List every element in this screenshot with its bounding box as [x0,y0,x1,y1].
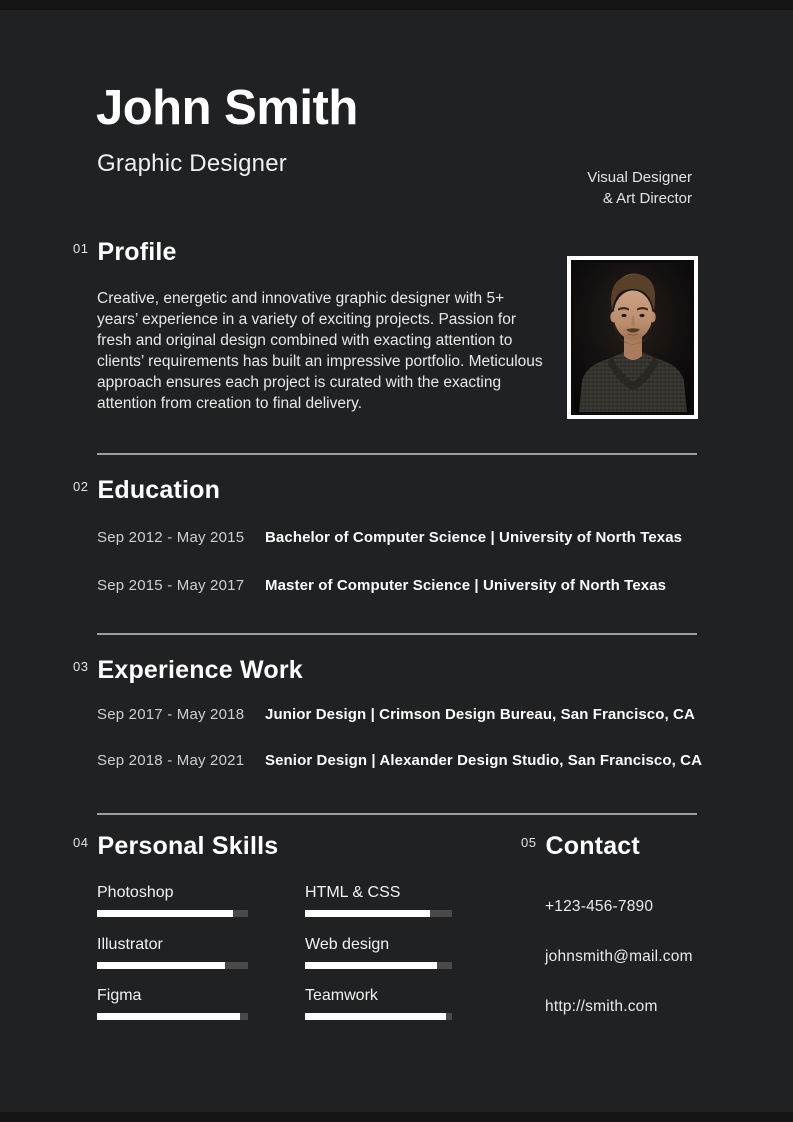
skill-progress-track [97,910,248,917]
skill-progress-fill [305,910,430,917]
skill-item-html-css [305,884,452,936]
experience-row [97,752,737,769]
profile-summary: Creative, energetic and innovative graphic designer with 5+ years’ experience in a variety of exciting projects. Passion for fresh and original design combined with exacting attention to clients’ requirements has built an impressive portfolio. Meticulous approach ensures each project is curated with the exacting attention from creation to final delivery. [97,290,543,412]
tagline-line-2: & Art Director [602,190,692,207]
skill-item-figma [97,987,248,1039]
experience-description: Junior Design | Crimson Design Bureau, San Francisco, CA [265,706,695,723]
bottom-edge-strip [0,1112,793,1122]
contact-list [545,898,693,1048]
section-title-profile: Profile [97,238,177,266]
skill-progress-fill [97,962,225,969]
skill-item-teamwork [305,987,452,1039]
skill-label: HTML & CSS [305,884,401,901]
skill-progress-track [305,962,452,969]
top-edge-strip [0,0,793,10]
profile-photo [574,263,691,412]
experience-description: Senior Design | Alexander Design Studio, San Francisco, CA [265,752,703,769]
skill-progress-track [97,1013,248,1020]
skill-progress-fill [305,1013,446,1020]
contact-phone: +123-456-7890 [545,898,654,915]
experience-row [97,706,737,723]
tagline-line-1: Visual Designer [587,169,692,186]
section-header-skills [73,832,279,860]
skill-label: Teamwork [305,987,378,1004]
section-header-education [73,476,221,504]
skill-item-web-design [305,936,452,988]
person-role: Graphic Designer [97,150,287,177]
experience-dates: Sep 2017 - May 2018 [97,706,245,723]
tagline [587,167,692,209]
skill-item-illustrator [97,936,248,988]
skill-progress-fill [97,1013,240,1020]
skill-item-photoshop [97,884,248,936]
divider-after-experience [97,813,697,815]
contact-website: http://smith.com [545,998,658,1015]
section-header-experience [73,656,303,684]
skill-progress-track [305,1013,452,1020]
section-number-contact: 05 [521,835,537,850]
section-number-skills: 04 [73,835,89,850]
person-name: John Smith [96,81,358,135]
education-row [97,529,737,546]
skill-progress-fill [97,910,233,917]
skill-progress-track [97,962,248,969]
section-number-profile: 01 [73,241,89,256]
section-title-education: Education [97,476,221,504]
section-number-experience: 03 [73,659,89,674]
education-row [97,577,737,594]
skill-label: Illustrator [97,935,163,953]
section-title-skills: Personal Skills [97,832,279,860]
section-header-contact [521,832,640,860]
skill-label: Figma [97,987,142,1004]
section-title-contact: Contact [545,832,640,860]
education-dates: Sep 2015 - May 2017 [97,577,245,594]
divider-after-profile [97,453,697,455]
section-header-profile [73,238,177,266]
skills-grid [97,884,452,1039]
section-number-education: 02 [73,479,89,494]
education-description: Master of Computer Science | University of North Texas [265,577,667,594]
profile-photo-frame [567,256,698,419]
skill-label: Photoshop [97,884,174,901]
skill-label: Web design [305,935,390,953]
education-dates: Sep 2012 - May 2015 [97,529,245,546]
education-description: Bachelor of Computer Science | University of North Texas [265,529,683,546]
skill-progress-fill [305,962,437,969]
contact-email: johnsmith@mail.com [545,948,693,965]
section-title-experience: Experience Work [97,656,303,684]
skill-progress-track [305,910,452,917]
divider-after-education [97,633,697,635]
experience-dates: Sep 2018 - May 2021 [97,752,245,769]
